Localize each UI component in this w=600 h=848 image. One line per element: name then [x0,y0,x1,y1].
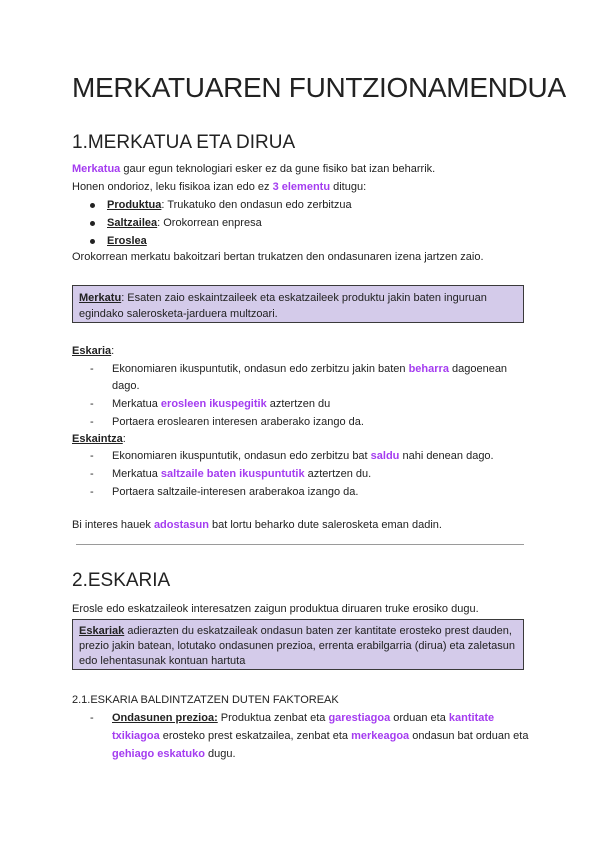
s1-paragraph-2 [72,180,366,194]
text: Portaera saltzaile-interesen araberakoa izango da. [112,486,359,498]
label-term: Eskaintza [72,433,123,445]
bullet-term: Saltzailea [107,217,158,229]
bullet-icon [90,221,95,226]
bullet-text: : Orokorrean enpresa [157,217,262,229]
text: Ekonomiaren ikuspuntutik, ondasun edo zerbitzu jakin baten [112,363,409,375]
dash-marker: - [90,416,94,428]
bullet-item [90,234,147,248]
highlight-adostasun: adostasun [153,519,209,531]
text: Produktua zenbat eta [217,712,329,724]
bullet-item [90,216,262,230]
definition-box-merkatu [72,285,524,323]
bullet-text: : Trukatuko den ondasun edo zerbitzua [161,199,352,211]
text: orduan eta [390,712,449,724]
dash-marker: - [90,712,94,724]
label-term: Eskaria [72,345,112,357]
text: aztertzen du. [304,468,372,480]
definition-term: Merkatu [79,292,122,304]
text: bat lortu beharko dute salerosketa eman dadin. [208,519,442,531]
definition-box-eskariak [72,619,524,670]
text: Honen ondorioz, leku fisikoa izan edo ez [72,181,273,193]
section-2-heading: 2.ESKARIA [72,570,171,591]
label-colon: : [122,433,126,445]
text: Merkatua [112,468,161,480]
eskaintza-label [72,432,126,446]
bullet-item [90,198,352,212]
list-item [90,397,330,411]
list-item [90,485,358,499]
subsection-2-1-heading: 2.1.ESKARIA BALDINTZATZEN DUTEN FAKTOREAK [72,694,339,706]
section-divider [76,544,524,545]
text: Bi interes hauek [72,519,154,531]
text: gaur egun teknologiari esker ez da gune fisiko bat izan beharrik. [120,163,436,175]
s1-paragraph-3: Orokorrean merkatu bakoitzari bertan trukatzen den ondasunaren izena jartzen zaio. [72,251,484,263]
list-item [90,362,507,376]
list-item [90,711,494,725]
highlight-3-elementu: 3 elementu [272,181,331,193]
bullet-icon [90,239,95,244]
text: Ekonomiaren ikuspuntutik, ondasun edo zerbitzu bat [112,450,371,462]
text: ditugu: [330,181,367,193]
definition-text: adierazten du eskatzaileak ondasun baten zer kantitate erosteko prest dauden, prezio jakin batean, lotutako ondasunen prezioa, errenta erabilgarria (dirua) eta zaletasun edo lehentasunak kontuan hartuta [79,625,515,667]
text: erosteko prest eskatzailea, zenbat eta [159,730,352,742]
bullet-term: Eroslea [107,235,147,247]
text: dagoenean [448,363,508,375]
text: dugu. [204,748,236,760]
definition-term: Eskariak [79,625,125,637]
highlight: beharra [408,363,449,375]
highlight: txikiagoa [112,730,160,742]
text: Portaera eroslearen interesen araberako izango da. [112,416,364,428]
highlight: kantitate [448,712,495,724]
list-item-continuation: dago. [112,380,140,392]
text: ondasun bat orduan eta [409,730,529,742]
dash-marker: - [90,486,94,498]
text: nahi denean dago. [399,450,494,462]
eskaria-label [72,344,114,358]
s1-paragraph-4 [72,518,442,532]
dash-marker: - [90,468,94,480]
dash-marker: - [90,450,94,462]
bullet-icon [90,203,95,208]
item-term: Ondasunen prezioa: [112,712,218,724]
highlight: merkeagoa [351,730,410,742]
dash-marker: - [90,363,94,375]
highlight: saldu [370,450,400,462]
highlight-merkatua: Merkatua [72,163,121,175]
highlight: erosleen ikuspegitik [160,398,267,410]
highlight: saltzaile baten ikuspuntutik [160,468,305,480]
list-item [90,449,494,463]
page-title: MERKATUAREN FUNTZIONAMENDUA [72,72,566,103]
bullet-term: Produktua [107,199,162,211]
definition-text: : Esaten zaio eskaintzaileek eta eskatzaileek produktu jakin baten inguruan egindako salerosketa-jarduera multzoari. [79,292,487,320]
list-item [90,467,371,481]
text: aztertzen du [266,398,331,410]
list-item-continuation [112,747,236,761]
highlight: gehiago eskatuko [112,748,205,760]
highlight: garestiagoa [328,712,391,724]
text: Merkatua [112,398,161,410]
list-item-continuation [112,729,528,743]
list-item [90,415,364,429]
label-colon: : [111,345,115,357]
dash-marker: - [90,398,94,410]
s1-paragraph-1 [72,162,435,176]
s2-paragraph-1: Erosle edo eskatzaileok interesatzen zaigun produktua diruaren truke erosiko dugu. [72,603,479,615]
section-1-heading: 1.MERKATUA ETA DIRUA [72,132,296,153]
